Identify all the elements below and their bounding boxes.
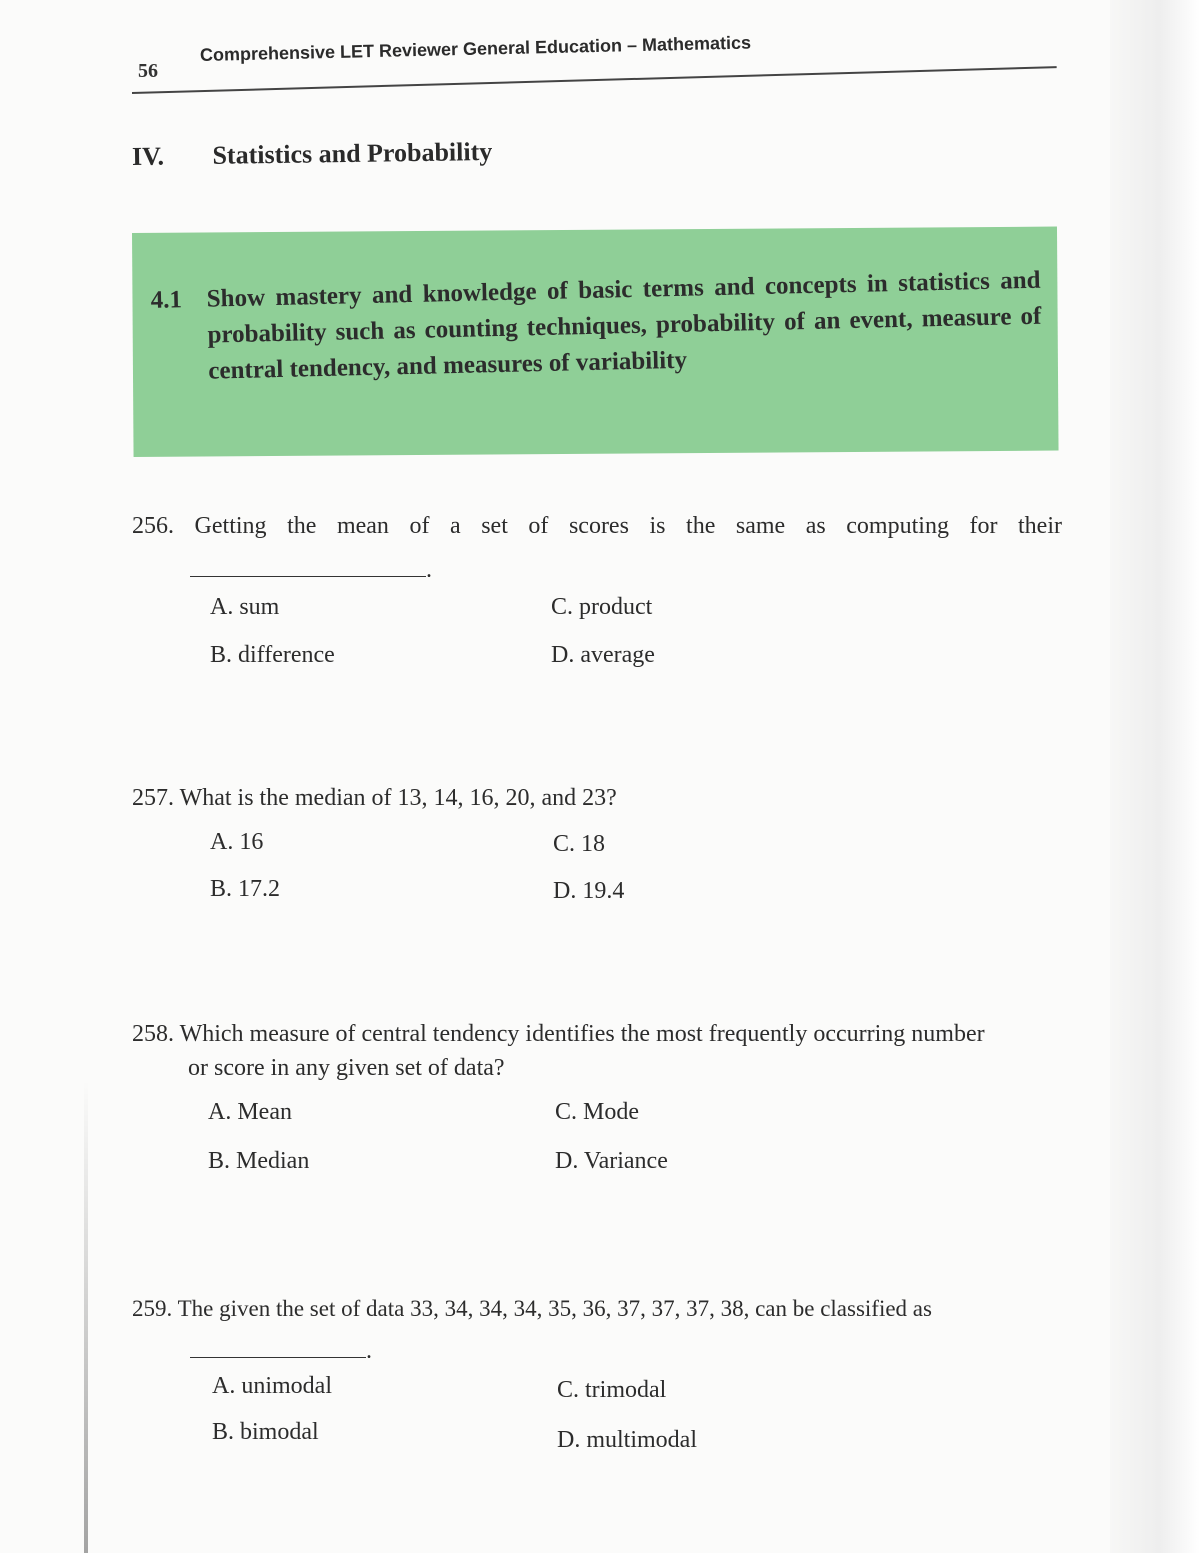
choice-d: D. 19.4 [553,878,625,904]
section-title: Statistics and Probability [212,136,493,170]
question-stem-line-2: or score in any given set of data? [188,1055,505,1081]
answer-blank-line: . [132,553,1062,587]
page-number: 56 [138,60,158,82]
objective [150,263,1042,391]
question-number: 258. [132,1021,174,1047]
question-258 [132,1017,1062,1085]
running-title: Comprehensive LET Reviewer General Education – Mathematics [199,32,752,65]
question-256 [132,509,1062,587]
question-stem: What is the median of 13, 14, 16, 20, and 23? [179,785,617,811]
question-text [132,781,1062,815]
choice-a: A. unimodal [212,1373,332,1399]
choice-d: D. multimodal [557,1427,697,1453]
question-259 [132,1292,1057,1368]
section-heading [132,137,493,172]
question-stem: Getting the mean of a set of scores is the same as computing for their [194,513,1062,539]
choice-c: C. trimodal [557,1377,667,1403]
choice-c: C. 18 [553,831,606,857]
objective-number: 4.1 [150,286,183,314]
section-number: IV. [131,141,165,171]
choice-b: B. Median [208,1148,310,1174]
objective-box [132,227,1059,457]
answer-blank [190,1337,366,1358]
choice-b: B. difference [210,642,335,668]
choice-a: A. 16 [210,829,264,855]
choice-b: B. 17.2 [210,876,281,902]
question-text [132,509,1062,543]
answer-blank [190,556,426,577]
choice-a: A. Mean [208,1099,292,1125]
running-header [132,32,1057,96]
choice-d: D. Variance [555,1148,668,1174]
header-rule [132,66,1057,94]
choice-a: A. sum [210,594,280,620]
question-stem: The given the set of data 33, 34, 34, 34, 35, 36, 37, 37, 37, 38, can be classified as [177,1296,932,1321]
choice-d: D. average [551,642,655,668]
page-edge-shadow [1110,0,1200,1553]
objective-text: Show mastery and knowledge of basic terms and concepts in statistics and probability such as counting techniques, probability of an event, measure of central tendency, and measures of variability [206,266,1042,385]
question-number: 257. [132,785,174,811]
choice-b: B. bimodal [212,1419,319,1445]
question-text [132,1017,1062,1051]
question-number: 256. [132,513,174,539]
question-text [132,1292,1057,1326]
binding-shadow [84,1080,88,1553]
choice-c: C. Mode [555,1099,639,1125]
question-stem-line-1: Which measure of central tendency identifies the most frequently occurring number [179,1021,985,1047]
question-number: 259. [132,1296,173,1321]
choice-c: C. product [551,594,653,620]
answer-blank-line: . [132,1334,1057,1368]
question-257 [132,781,1062,815]
